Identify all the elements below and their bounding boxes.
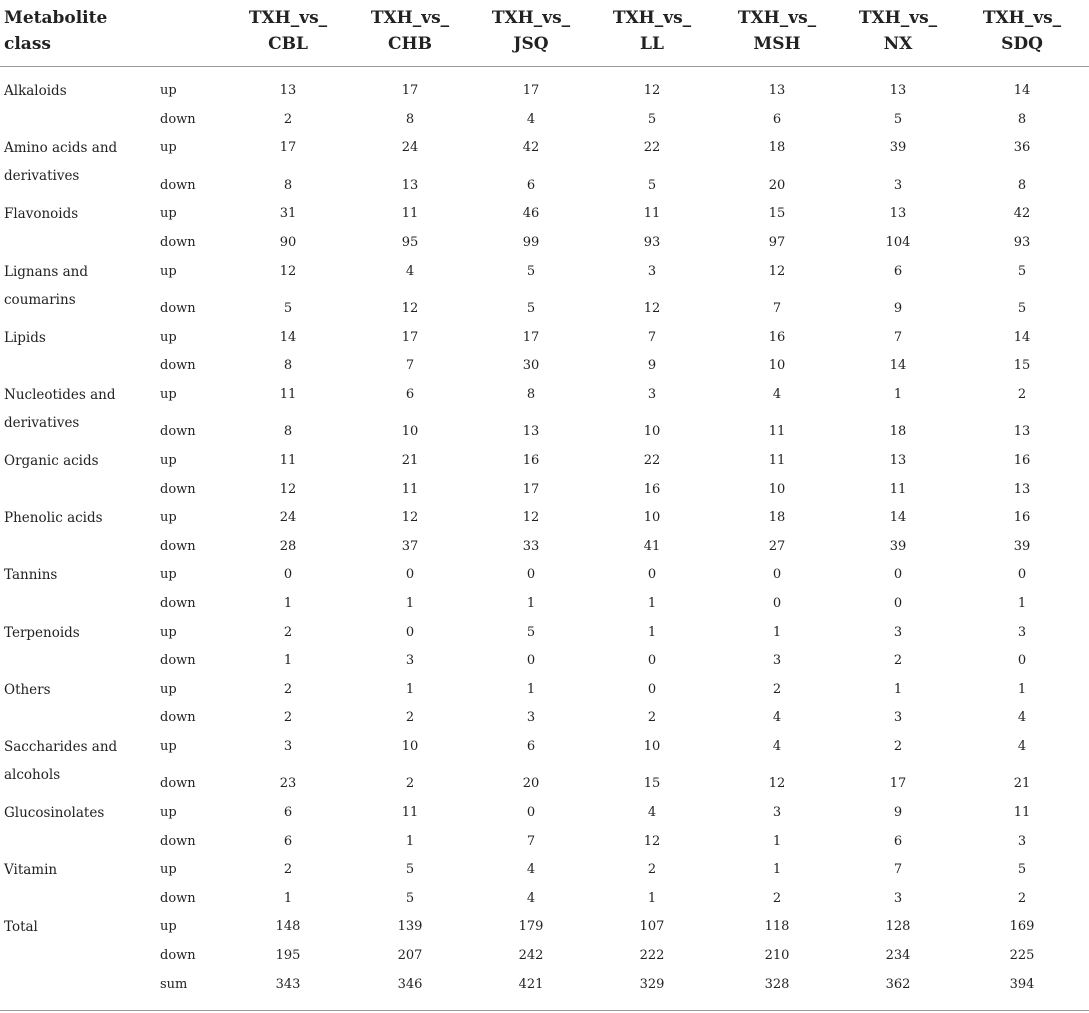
- metabolite-class-label: Nucleotides and: [4, 386, 116, 403]
- value-cell: 12: [522, 510, 540, 526]
- value-cell: 21: [1013, 776, 1031, 792]
- value-cell: 16: [768, 329, 786, 345]
- value-cell: 17: [522, 329, 540, 345]
- value-cell: 0: [647, 681, 657, 697]
- value-cell: 1: [405, 595, 415, 611]
- direction-label: up: [160, 329, 177, 345]
- value-cell: 169: [1009, 919, 1035, 935]
- metabolite-class-label: Flavonoids: [4, 206, 79, 223]
- header-col-2-line1: TXH_vs_: [491, 8, 571, 28]
- value-cell: 13: [889, 83, 907, 98]
- value-cell: 10: [401, 424, 419, 440]
- metabolite-class-label: Total: [4, 919, 38, 936]
- value-cell: 421: [518, 976, 544, 992]
- value-cell: 41: [643, 538, 661, 554]
- direction-label: down: [160, 358, 196, 374]
- value-cell: 107: [639, 919, 665, 935]
- value-cell: 7: [772, 301, 782, 316]
- value-cell: 242: [518, 948, 544, 963]
- value-cell: 6: [893, 263, 903, 279]
- value-cell: 2: [405, 776, 415, 792]
- value-cell: 1: [1017, 681, 1027, 697]
- value-cell: 8: [1017, 111, 1027, 127]
- direction-label: down: [160, 710, 196, 726]
- value-cell: 13: [522, 424, 540, 440]
- value-cell: 12: [279, 481, 297, 497]
- direction-label: up: [160, 738, 177, 754]
- header-class-label-line1: Metabolite: [4, 8, 108, 28]
- value-cell: 207: [397, 948, 423, 963]
- metabolite-class-label: Terpenoids: [4, 624, 80, 641]
- value-cell: 24: [279, 510, 297, 526]
- header-col-1-line2: CHB: [388, 34, 432, 54]
- direction-label: down: [160, 948, 196, 963]
- value-cell: 11: [401, 206, 419, 222]
- value-cell: 2: [772, 890, 782, 906]
- value-cell: 394: [1009, 976, 1035, 992]
- bottom-divider: [0, 1010, 1089, 1011]
- value-cell: 93: [1013, 234, 1031, 250]
- value-cell: 23: [279, 776, 297, 792]
- value-cell: 4: [526, 111, 536, 127]
- value-cell: 6: [283, 805, 293, 820]
- value-cell: 13: [401, 177, 419, 193]
- metabolite-class-label: Organic acids: [4, 452, 99, 469]
- value-cell: 148: [275, 919, 301, 935]
- value-cell: 1: [647, 595, 657, 611]
- value-cell: 0: [526, 653, 536, 669]
- metabolite-class-label: Saccharides and: [4, 738, 118, 755]
- value-cell: 10: [768, 481, 786, 497]
- value-cell: 1: [283, 595, 293, 611]
- value-cell: 3: [893, 177, 903, 193]
- value-cell: 3: [647, 386, 657, 402]
- value-cell: 10: [643, 738, 661, 754]
- header-col-3-line1: TXH_vs_: [612, 8, 692, 28]
- value-cell: 118: [764, 919, 790, 935]
- value-cell: 90: [279, 234, 297, 250]
- direction-label: sum: [160, 976, 188, 992]
- metabolite-class-label: derivatives: [4, 168, 80, 185]
- metabolite-class-label: Glucosinolates: [4, 805, 105, 821]
- header-col-0-line1: TXH_vs_: [248, 8, 328, 28]
- value-cell: 5: [1017, 263, 1027, 279]
- value-cell: 95: [401, 234, 419, 250]
- value-cell: 5: [1017, 301, 1027, 316]
- value-cell: 5: [1017, 862, 1027, 878]
- value-cell: 4: [526, 890, 536, 906]
- value-cell: 1: [893, 681, 903, 697]
- value-cell: 7: [893, 862, 903, 878]
- value-cell: 22: [643, 452, 661, 468]
- value-cell: 22: [643, 140, 661, 156]
- value-cell: 18: [889, 424, 907, 440]
- value-cell: 42: [522, 140, 540, 156]
- value-cell: 93: [643, 234, 661, 250]
- value-cell: 1: [647, 890, 657, 906]
- direction-label: up: [160, 862, 177, 878]
- value-cell: 4: [1017, 710, 1027, 726]
- value-cell: 0: [405, 567, 415, 583]
- direction-label: up: [160, 206, 177, 222]
- value-cell: 3: [526, 710, 536, 726]
- metabolite-class-label: Phenolic acids: [4, 510, 103, 527]
- direction-label: up: [160, 567, 177, 583]
- value-cell: 12: [643, 833, 661, 849]
- value-cell: 6: [526, 738, 536, 754]
- metabolite-class-label: Tannins: [4, 567, 58, 584]
- value-cell: 2: [893, 738, 903, 754]
- value-cell: 3: [1017, 624, 1027, 640]
- value-cell: 0: [1017, 653, 1027, 669]
- value-cell: 20: [768, 177, 786, 193]
- value-cell: 1: [526, 681, 536, 697]
- value-cell: 11: [1013, 805, 1031, 820]
- direction-label: down: [160, 177, 196, 193]
- direction-label: up: [160, 624, 177, 640]
- value-cell: 0: [772, 567, 782, 583]
- value-cell: 3: [283, 738, 293, 754]
- header-col-1-line1: TXH_vs_: [370, 8, 450, 28]
- value-cell: 8: [283, 177, 293, 193]
- value-cell: 24: [401, 140, 419, 156]
- value-cell: 3: [405, 653, 415, 669]
- value-cell: 328: [764, 976, 790, 992]
- direction-label: down: [160, 890, 196, 906]
- value-cell: 6: [405, 386, 415, 402]
- value-cell: 1: [283, 890, 293, 906]
- value-cell: 139: [397, 919, 423, 935]
- direction-label: down: [160, 538, 196, 554]
- value-cell: 16: [643, 481, 661, 497]
- value-cell: 16: [522, 452, 540, 468]
- value-cell: 5: [405, 890, 415, 906]
- value-cell: 3: [647, 263, 657, 279]
- value-cell: 12: [401, 510, 419, 526]
- value-cell: 8: [1017, 177, 1027, 193]
- header-col-4-line2: MSH: [753, 34, 801, 54]
- header-col-5-line2: NX: [883, 34, 913, 54]
- direction-label: up: [160, 919, 177, 935]
- value-cell: 27: [768, 538, 786, 554]
- value-cell: 2: [647, 862, 657, 878]
- value-cell: 329: [639, 976, 665, 992]
- value-cell: 10: [768, 358, 786, 374]
- value-cell: 14: [1013, 329, 1031, 345]
- value-cell: 5: [526, 624, 536, 640]
- value-cell: 20: [522, 776, 540, 792]
- value-cell: 5: [647, 177, 657, 193]
- value-cell: 4: [405, 263, 415, 279]
- value-cell: 10: [643, 510, 661, 526]
- value-cell: 11: [643, 206, 661, 222]
- value-cell: 362: [885, 976, 911, 992]
- value-cell: 2: [772, 681, 782, 697]
- value-cell: 12: [643, 301, 661, 316]
- value-cell: 11: [279, 452, 297, 468]
- value-cell: 128: [885, 919, 911, 935]
- direction-label: up: [160, 83, 177, 98]
- value-cell: 0: [526, 567, 536, 583]
- value-cell: 0: [893, 567, 903, 583]
- value-cell: 37: [401, 538, 419, 554]
- value-cell: 6: [893, 833, 903, 849]
- value-cell: 99: [522, 234, 540, 250]
- direction-label: up: [160, 510, 177, 526]
- value-cell: 31: [279, 206, 297, 222]
- value-cell: 0: [893, 595, 903, 611]
- value-cell: 7: [893, 329, 903, 345]
- value-cell: 2: [647, 710, 657, 726]
- metabolite-class-label: Lipids: [4, 329, 46, 346]
- value-cell: 4: [772, 386, 782, 402]
- value-cell: 104: [885, 234, 911, 250]
- value-cell: 18: [768, 510, 786, 526]
- value-cell: 8: [283, 424, 293, 440]
- value-cell: 9: [893, 301, 903, 316]
- value-cell: 11: [768, 424, 786, 440]
- metabolite-class-label: derivatives: [4, 414, 80, 431]
- metabolite-class-label: Others: [4, 681, 51, 698]
- direction-label: up: [160, 386, 177, 402]
- metabolite-class-label: alcohols: [4, 766, 61, 783]
- value-cell: 1: [405, 681, 415, 697]
- value-cell: 0: [526, 805, 536, 820]
- value-cell: 11: [768, 452, 786, 468]
- value-cell: 11: [401, 481, 419, 497]
- value-cell: 6: [526, 177, 536, 193]
- direction-label: down: [160, 301, 196, 316]
- value-cell: 16: [1013, 452, 1031, 468]
- value-cell: 4: [526, 862, 536, 878]
- header-col-5-line1: TXH_vs_: [858, 8, 938, 28]
- metabolite-class-label: coumarins: [4, 291, 76, 308]
- value-cell: 2: [1017, 386, 1027, 402]
- value-cell: 15: [768, 206, 786, 222]
- value-cell: 30: [522, 358, 540, 374]
- value-cell: 39: [1013, 538, 1031, 554]
- value-cell: 5: [647, 111, 657, 127]
- metabolite-class-label: Lignans and: [4, 263, 88, 280]
- value-cell: 346: [397, 976, 423, 992]
- value-cell: 16: [1013, 510, 1031, 526]
- value-cell: 14: [889, 510, 907, 526]
- header-col-6-line2: SDQ: [1001, 34, 1043, 54]
- value-cell: 97: [768, 234, 786, 250]
- direction-label: down: [160, 595, 196, 611]
- value-cell: 234: [885, 948, 911, 963]
- value-cell: 13: [1013, 481, 1031, 497]
- value-cell: 3: [893, 890, 903, 906]
- value-cell: 3: [772, 653, 782, 669]
- header-col-2-line2: JSQ: [513, 34, 549, 54]
- value-cell: 9: [647, 358, 657, 374]
- value-cell: 1: [772, 862, 782, 878]
- direction-label: up: [160, 452, 177, 468]
- value-cell: 14: [279, 329, 297, 345]
- direction-label: up: [160, 140, 177, 156]
- value-cell: 17: [401, 329, 419, 345]
- direction-label: down: [160, 776, 196, 792]
- value-cell: 4: [772, 710, 782, 726]
- value-cell: 1: [405, 833, 415, 849]
- value-cell: 33: [522, 538, 540, 554]
- value-cell: 7: [405, 358, 415, 374]
- value-cell: 12: [768, 776, 786, 792]
- value-cell: 2: [283, 681, 293, 697]
- value-cell: 10: [643, 424, 661, 440]
- value-cell: 0: [283, 567, 293, 583]
- value-cell: 2: [283, 710, 293, 726]
- value-cell: 7: [526, 833, 536, 849]
- value-cell: 36: [1013, 140, 1031, 156]
- value-cell: 8: [405, 111, 415, 127]
- value-cell: 11: [279, 386, 297, 402]
- value-cell: 28: [279, 538, 297, 554]
- value-cell: 11: [889, 481, 907, 497]
- metabolite-class-label: Vitamin: [4, 862, 58, 879]
- value-cell: 5: [405, 862, 415, 878]
- value-cell: 13: [889, 206, 907, 222]
- value-cell: 17: [401, 83, 419, 98]
- value-cell: 12: [643, 83, 661, 98]
- value-cell: 3: [893, 624, 903, 640]
- value-cell: 1: [526, 595, 536, 611]
- direction-label: up: [160, 681, 177, 697]
- header-divider: [0, 66, 1089, 67]
- value-cell: 42: [1013, 206, 1031, 222]
- value-cell: 17: [522, 83, 540, 98]
- value-cell: 13: [279, 83, 297, 98]
- value-cell: 17: [279, 140, 297, 156]
- direction-label: down: [160, 111, 196, 127]
- value-cell: 15: [1013, 358, 1031, 374]
- value-cell: 5: [893, 111, 903, 127]
- value-cell: 2: [283, 111, 293, 127]
- direction-label: down: [160, 653, 196, 669]
- value-cell: 10: [401, 738, 419, 754]
- value-cell: 0: [1017, 567, 1027, 583]
- value-cell: 14: [889, 358, 907, 374]
- header-col-3-line2: LL: [640, 34, 664, 54]
- value-cell: 5: [283, 301, 293, 316]
- value-cell: 18: [768, 140, 786, 156]
- value-cell: 3: [893, 710, 903, 726]
- value-cell: 0: [647, 567, 657, 583]
- header-col-6-line1: TXH_vs_: [982, 8, 1062, 28]
- value-cell: 12: [768, 263, 786, 279]
- value-cell: 8: [283, 358, 293, 374]
- value-cell: 2: [893, 653, 903, 669]
- value-cell: 6: [772, 111, 782, 127]
- header-col-0-line2: CBL: [268, 34, 308, 54]
- value-cell: 0: [405, 624, 415, 640]
- value-cell: 1: [283, 653, 293, 669]
- value-cell: 195: [275, 948, 301, 963]
- value-cell: 225: [1009, 948, 1035, 963]
- metabolite-class-label: Alkaloids: [4, 83, 67, 99]
- value-cell: 14: [1013, 83, 1031, 98]
- value-cell: 3: [772, 805, 782, 820]
- value-cell: 343: [275, 976, 301, 992]
- value-cell: 1: [1017, 595, 1027, 611]
- direction-label: up: [160, 263, 177, 279]
- value-cell: 1: [647, 624, 657, 640]
- value-cell: 4: [1017, 738, 1027, 754]
- direction-label: up: [160, 805, 177, 820]
- value-cell: 7: [647, 329, 657, 345]
- value-cell: 17: [522, 481, 540, 497]
- table-header: [0, 0, 1089, 66]
- value-cell: 5: [526, 263, 536, 279]
- value-cell: 39: [889, 140, 907, 156]
- direction-label: down: [160, 481, 196, 497]
- value-cell: 9: [893, 805, 903, 820]
- value-cell: 2: [283, 862, 293, 878]
- header-col-4-line1: TXH_vs_: [737, 8, 817, 28]
- value-cell: 17: [889, 776, 907, 792]
- header-class-label-line2: class: [4, 34, 51, 54]
- direction-label: down: [160, 234, 196, 250]
- value-cell: 3: [1017, 833, 1027, 849]
- value-cell: 6: [283, 833, 293, 849]
- value-cell: 39: [889, 538, 907, 554]
- value-cell: 13: [768, 83, 786, 98]
- value-cell: 2: [283, 624, 293, 640]
- value-cell: 179: [518, 919, 544, 935]
- value-cell: 0: [772, 595, 782, 611]
- value-cell: 46: [522, 206, 540, 222]
- value-cell: 13: [1013, 424, 1031, 440]
- value-cell: 15: [643, 776, 661, 792]
- value-cell: 11: [401, 805, 419, 820]
- value-cell: 210: [764, 948, 790, 963]
- value-cell: 222: [639, 948, 665, 963]
- value-cell: 4: [647, 805, 657, 820]
- value-cell: 13: [889, 452, 907, 468]
- value-cell: 12: [279, 263, 297, 279]
- value-cell: 8: [526, 386, 536, 402]
- direction-label: down: [160, 424, 196, 440]
- value-cell: 1: [893, 386, 903, 402]
- value-cell: 1: [772, 833, 782, 849]
- value-cell: 5: [526, 301, 536, 316]
- value-cell: 0: [647, 653, 657, 669]
- value-cell: 12: [401, 301, 419, 316]
- value-cell: 4: [772, 738, 782, 754]
- value-cell: 1: [772, 624, 782, 640]
- direction-label: down: [160, 833, 196, 849]
- value-cell: 21: [401, 452, 419, 468]
- value-cell: 2: [1017, 890, 1027, 906]
- metabolite-class-label: Amino acids and: [4, 140, 118, 157]
- value-cell: 2: [405, 710, 415, 726]
